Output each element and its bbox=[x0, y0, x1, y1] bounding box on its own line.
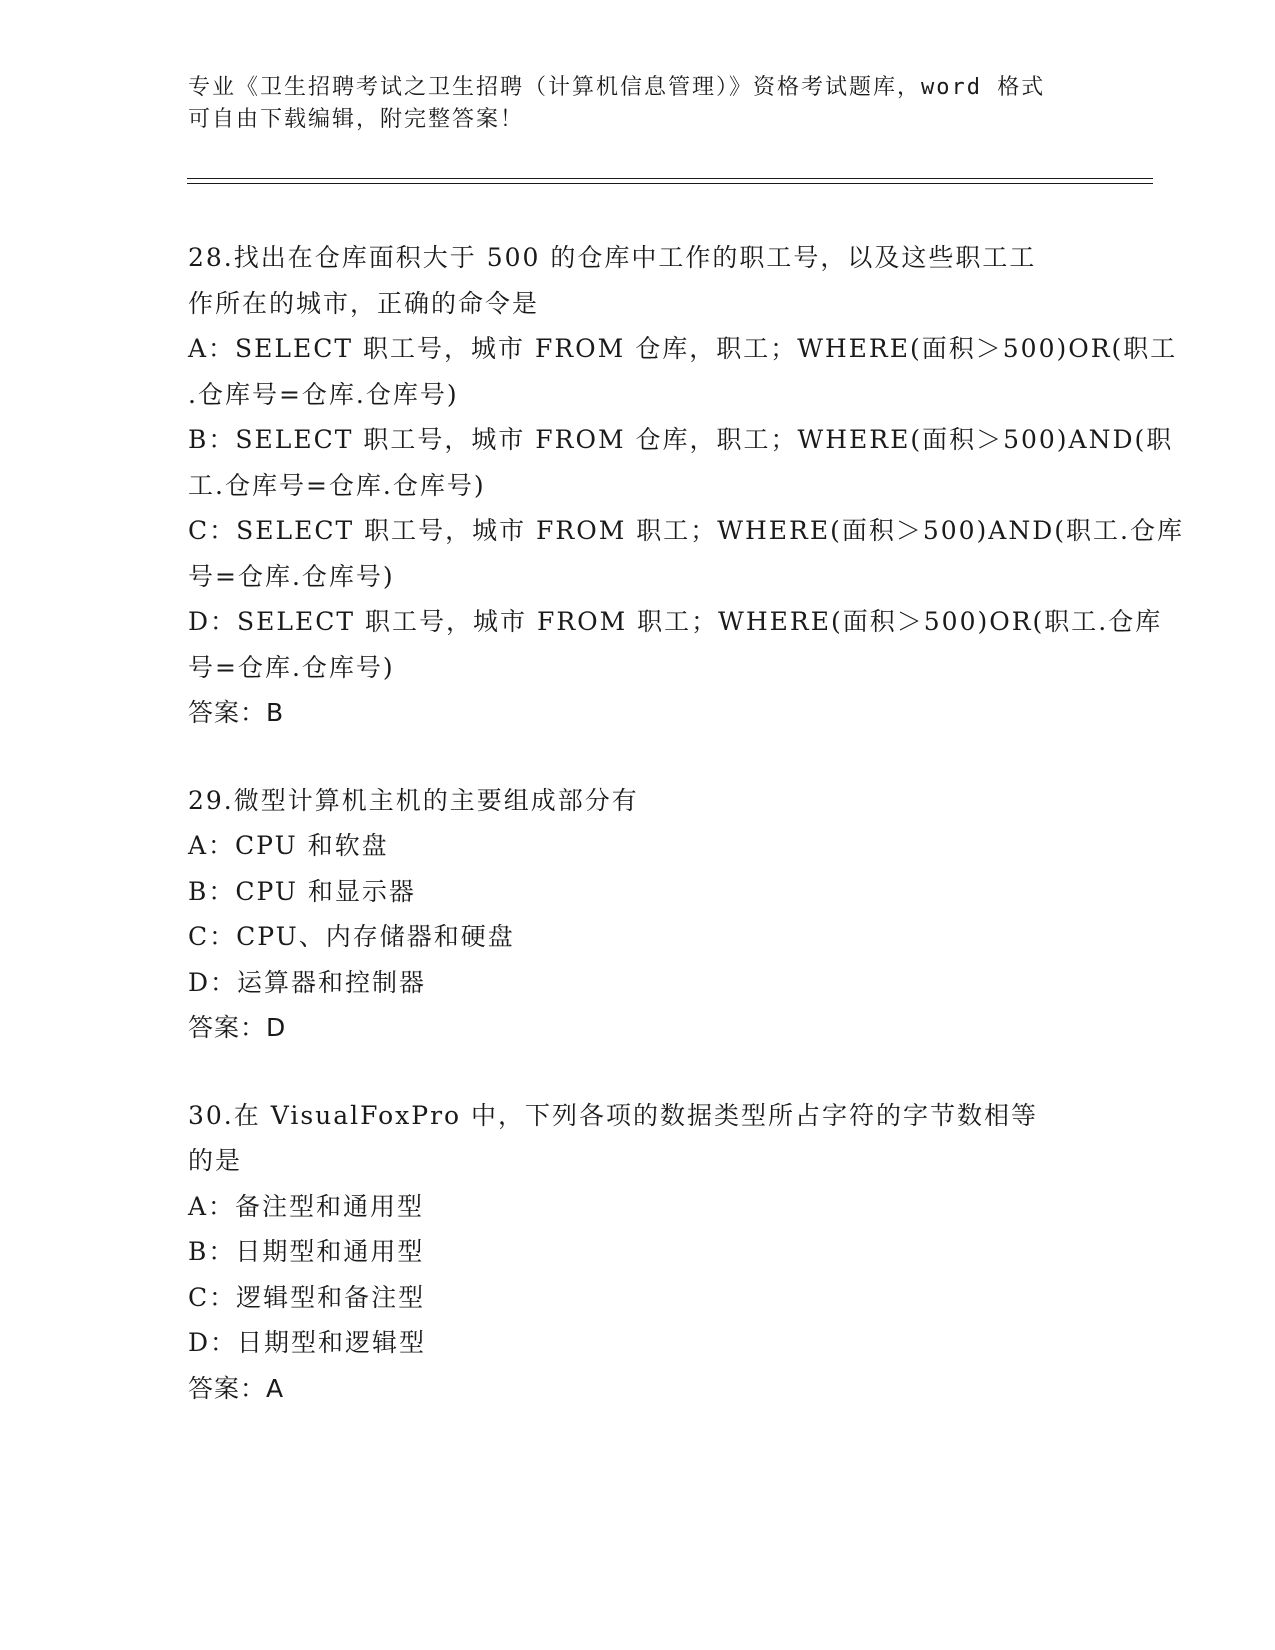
option-c-continued: 号=仓库.仓库号) bbox=[188, 561, 395, 591]
option-b-continued: 工.仓库号=仓库.仓库号) bbox=[188, 470, 486, 500]
answer-label: 答案：B bbox=[188, 698, 285, 727]
question-line: 28.找出在仓库面积大于 500 的仓库中工作的职工号，以及这些职工工 bbox=[188, 243, 1037, 272]
option-b: B：日期型和通用型 bbox=[188, 1237, 425, 1266]
option-a: A：SELECT 职工号，城市 FROM 仓库，职工；WHERE(面积＞500)OR(职工 bbox=[188, 334, 1178, 363]
question-line: 29.微型计算机主机的主要组成部分有 bbox=[188, 785, 639, 815]
option-d-continued: 号=仓库.仓库号) bbox=[188, 652, 395, 682]
option-b: B：CPU 和显示器 bbox=[188, 876, 416, 906]
question-line: 的是 bbox=[188, 1146, 243, 1175]
option-a-continued: .仓库号=仓库.仓库号) bbox=[188, 379, 459, 409]
question-30 bbox=[188, 1093, 1088, 1412]
option-d: D：SELECT 职工号，城市 FROM 职工；WHERE(面积＞500)OR(职工.仓库 bbox=[188, 607, 1163, 636]
answer-label: 答案：D bbox=[188, 1013, 287, 1042]
option-d: D：运算器和控制器 bbox=[188, 967, 427, 997]
question-list bbox=[188, 235, 1184, 1453]
question-28 bbox=[188, 235, 1184, 736]
option-c: C：CPU、内存储器和硬盘 bbox=[188, 922, 515, 951]
option-c: C：逻辑型和备注型 bbox=[188, 1282, 426, 1312]
header-divider-bottom bbox=[187, 183, 1153, 184]
document-header bbox=[188, 72, 1088, 136]
question-line: 作所在的城市，正确的命令是 bbox=[188, 288, 540, 318]
option-d: D：日期型和逻辑型 bbox=[188, 1328, 427, 1357]
option-c: C：SELECT 职工号，城市 FROM 职工；WHERE(面积＞500)AND(职工.仓库 bbox=[188, 516, 1184, 545]
option-a: A：CPU 和软盘 bbox=[188, 831, 389, 860]
question-29 bbox=[188, 778, 1088, 1051]
header-line-1: 专业《卫生招聘考试之卫生招聘（计算机信息管理）》资格考试题库，word 格式 bbox=[188, 75, 1046, 100]
option-b: B：SELECT 职工号，城市 FROM 仓库，职工；WHERE(面积＞500)AND(职 bbox=[188, 425, 1174, 454]
header-line-2: 可自由下载编辑，附完整答案！ bbox=[188, 107, 525, 132]
question-line: 30.在 VisualFoxPro 中，下列各项的数据类型所占字符的字节数相等 bbox=[188, 1100, 1039, 1130]
answer-label: 答案：A bbox=[188, 1373, 285, 1403]
header-divider-top bbox=[187, 178, 1153, 179]
option-a: A：备注型和通用型 bbox=[188, 1191, 425, 1221]
